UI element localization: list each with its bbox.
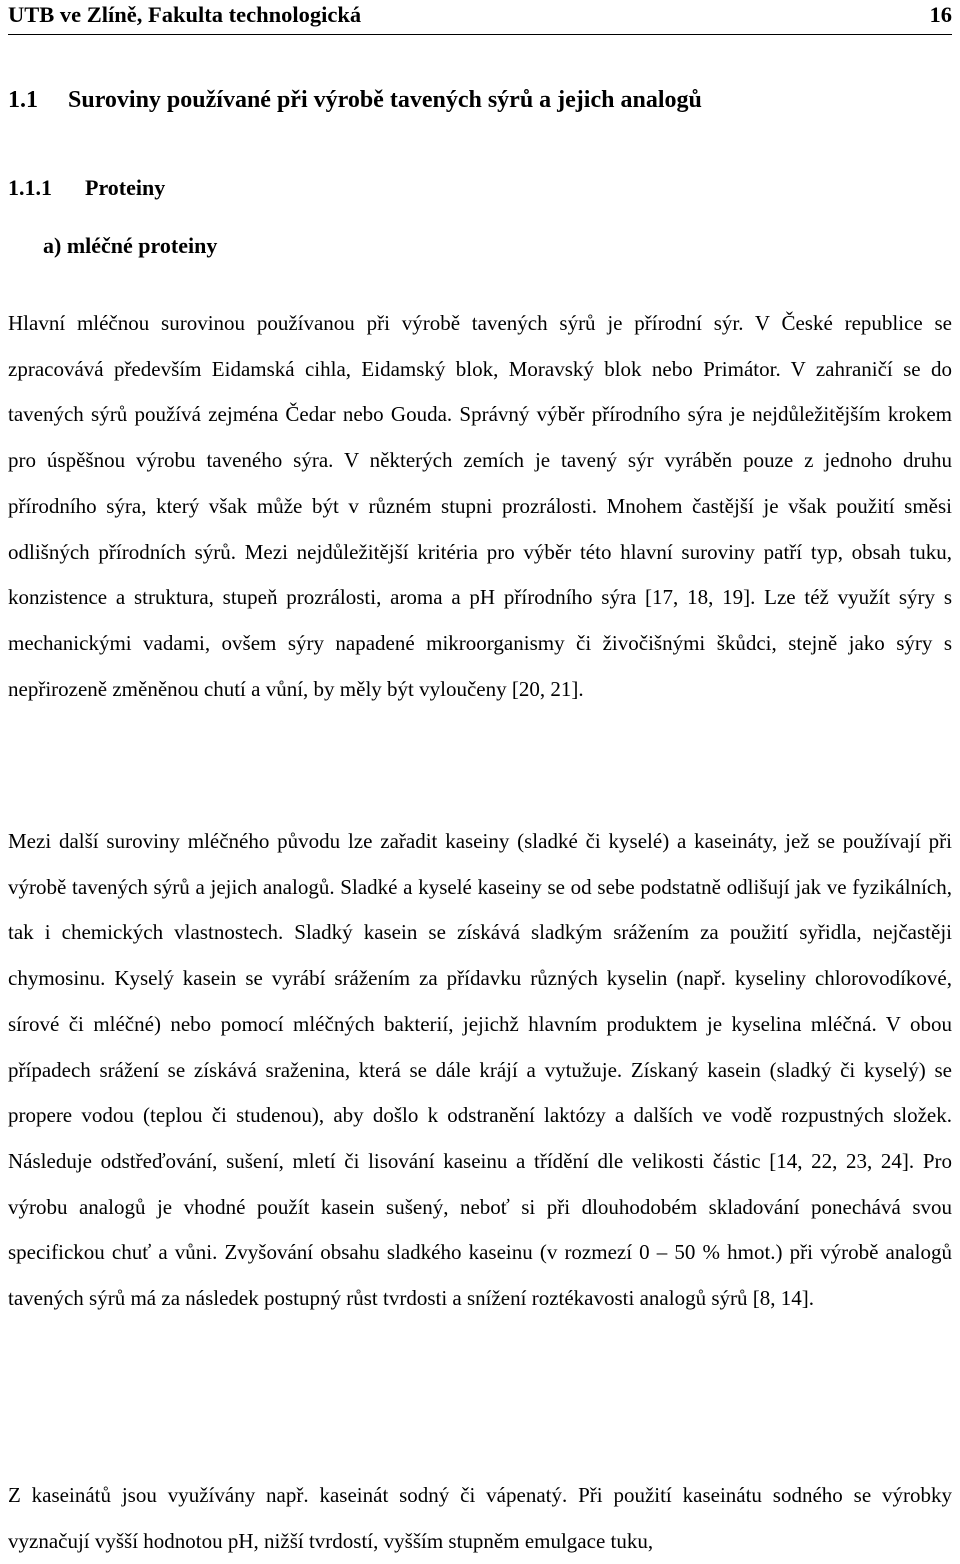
section-title: Suroviny používané při výrobě tavených sýrů a jejich analogů bbox=[68, 87, 702, 113]
section-number: 1.1 bbox=[8, 87, 38, 113]
page-number: 16 bbox=[929, 2, 952, 27]
section-heading bbox=[8, 82, 702, 118]
paragraph-natural-cheese: Hlavní mléčnou surovinou používanou při výrobě tavených sýrů je přírodní sýr. V České republice se zpracovává především Eidamská cihla, Eidamský blok, Moravský blok nebo Primátor. V zahraničí se do tavených sýrů používá zejména Čedar nebo Gouda. Správný výběr přírodního sýra je nejdůležitějším krokem pro úspěšnou výrobu taveného sýra. V některých zemích je tavený sýr vyráběn pouze z jednoho druhu přírodního sýra, který však může být v různém stupni prozrálosti. Mnohem častější je však použití směsi odlišných přírodních sýrů. Mezi nejdůležitější kritéria pro výběr této hlavní suroviny patří typ, obsah tuku, konzistence a struktura, stupeň prozrálosti, aroma a pH přírodního sýra [17, 18, 19]. Lze též využít sýry s mechanickými vadami, ovšem sýry napadené mikroorganismy či živočišnými škůdci, stejně jako sýry s nepřirozeně změněnou chutí a vůní, by měly být vyloučeny [20, 21]. bbox=[8, 311, 952, 701]
subsection-number: 1.1.1 bbox=[8, 175, 52, 200]
subheading-milk-proteins: a) mléčné proteiny bbox=[43, 233, 218, 258]
subsection-heading bbox=[8, 172, 165, 204]
document-page bbox=[8, 0, 952, 1553]
paragraph-caseinates: Z kaseinátů jsou využívány např. kaseinát sodný či vápenatý. Při použití kaseinátu sodného se výrobky vyznačují vyšší hodnotou pH, nižší tvrdostí, vyšším stupněm emulgace tuku, bbox=[8, 1483, 952, 1553]
subsection-title: Proteiny bbox=[85, 175, 166, 200]
header-title: UTB ve Zlíně, Fakulta technologická bbox=[8, 2, 362, 27]
running-header bbox=[8, 0, 952, 35]
paragraph-caseins: Mezi další suroviny mléčného původu lze zařadit kaseiny (sladké či kyselé) a kaseináty, jež se používají při výrobě tavených sýrů a jejich analogů. Sladké a kyselé kaseiny se od sebe podstatně odlišují jak ve fyzikálních, tak i chemických vlastnostech. Sladký kasein se získává sladkým srážením za použití syřidla, nejčastěji chymosinu. Kyselý kasein se vyrábí srážením za přídavku různých kyselin (např. kyseliny chlorovodíkové, sírové či mléčné) nebo pomocí mléčných bakterií, jejichž hlavním produktem je kyselina mléčná. V obou případech srážení se získává sraženina, která se dále krájí a vytužuje. Získaný kasein (sladký či kyselý) se propere vodou (teplou či studenou), aby došlo k odstranění laktózy a dalších ve vodě rozpustných složek. Následuje odstřeďování, sušení, mletí či lisování kaseinu a třídění dle velikosti částic [14, 22, 23, 24]. Pro výrobu analogů je vhodné použít kasein sušený, neboť si při dlouhodobém skladování ponechává svou specifickou chuť a vůni. Zvyšování obsahu sladkého kaseinu (v rozmezí 0 – 50 % hmot.) při výrobě analogů tavených sýrů má za následek postupný růst tvrdosti a snížení roztékavosti analogů sýrů [8, 14]. bbox=[8, 829, 952, 1311]
